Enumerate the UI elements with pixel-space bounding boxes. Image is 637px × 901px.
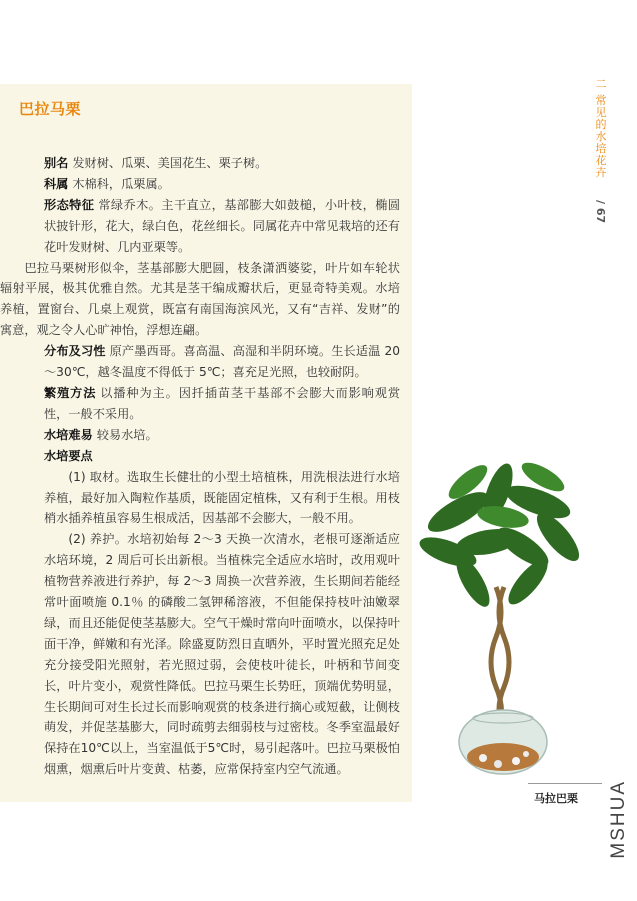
section-description	[0, 258, 400, 342]
section-head: 水培难易	[44, 427, 93, 442]
section-text: 常绿乔木。主干直立，基部膨大如鼓槌，小叶枝，椭圆状披针形，花大，绿白色，花丝细长。同属花卉中常见栽培的还有花叶发财树、几内亚栗等。	[44, 197, 401, 254]
section-head: 形态特征	[44, 197, 95, 212]
section-propagation	[44, 383, 400, 425]
section-text: 巴拉马栗树形似伞，茎基部膨大肥圆，枝条潇洒婆娑，叶片如车轮状辐射平展，极其优雅自然。尤其是茎干编成瓣状后，更显奇特美观。水培养植，置窗台、几桌上观赏，既富有南国海滨风光，又有“吉祥、发财”的寓意，观之令人心旷神怡，浮想连翩。	[0, 260, 400, 338]
section-text: (1) 取材。选取生长健壮的小型土培植株，用洗根法进行水培养植，最好加入陶粒作基质，既能固定植株，又有利于生根。用枝梢水插养植虽容易生根成活，因基部不会膨大，一般不用。	[44, 469, 400, 526]
section-difficulty	[44, 425, 400, 446]
section-morphology	[44, 195, 400, 258]
section-text: (2) 养护。水培初始每 2～3 天换一次清水，老根可逐渐适应水培环境，2 周后可长出新根。当植株完全适应水培时，改用观叶植物营养液进行养护，每 2～3 周换一次营养液，生长期间若能经常叶面喷施 0.1％ 的磷酸二氢钾稀溶液，不但能保持枝叶油嫩翠绿，而且还能促使茎基膨大。空气干燥时常向叶面喷水，以保持叶面干净，鲜嫩和有光泽。除盛夏防烈日直晒外，平时置光照充足处充分接受阳光照射，若光照过弱，会使枝叶徒长，叶柄和节间变长，叶片变小，观赏性降低。巴拉马栗生长势旺，顶端优势明显，生长期间可对生长过长而影响观赏的枝条进行摘心或短截，让侧枝萌发，并促茎基膨大，同时疏剪去细弱枝与过密枝。冬季室温最好保持在10℃以上，当室温低于5℃时，易引起落叶。巴拉马栗极怕烟熏，烟熏后叶片变黄、枯萎，应常保持室内空气流通。	[44, 532, 400, 777]
money-tree-photo	[418, 452, 590, 782]
section-step-1	[44, 467, 400, 530]
article-body	[0, 153, 401, 780]
section-head: 别名	[44, 156, 69, 170]
caption-rule	[528, 783, 602, 784]
section-text: 原产墨西哥。喜高温、高湿和半阴环境。生长适温 20～30℃，越冬温度不得低于 5℃；喜充足光照，也较耐阴。	[44, 344, 400, 380]
section-distribution	[44, 341, 400, 383]
photo-caption: 马拉巴栗	[534, 792, 578, 805]
page-number: / 67	[594, 200, 607, 224]
watermark-text: MSHUA	[608, 780, 629, 859]
section-text: 以播种为主。因扦插苗茎干基部不会膨大而影响观赏性，一般不采用。	[44, 385, 401, 421]
section-family	[44, 174, 400, 195]
section-alias	[44, 153, 400, 174]
section-text: 较易水培。	[96, 427, 158, 442]
section-text: 发财树、瓜栗、美国花生、栗子树。	[72, 156, 268, 170]
section-head: 分布及习性	[44, 344, 106, 359]
section-head: 科属	[44, 176, 69, 191]
article-title: 巴拉马栗	[19, 100, 82, 118]
chapter-side-label: 二 常见的水培花卉	[594, 78, 607, 179]
section-key-points	[44, 446, 400, 467]
section-step-2	[44, 529, 400, 780]
section-head: 水培要点	[44, 448, 93, 463]
section-text: 木棉科，瓜栗属。	[72, 176, 170, 191]
section-head: 繁殖方法	[44, 385, 97, 400]
glass-bowl	[459, 710, 547, 774]
